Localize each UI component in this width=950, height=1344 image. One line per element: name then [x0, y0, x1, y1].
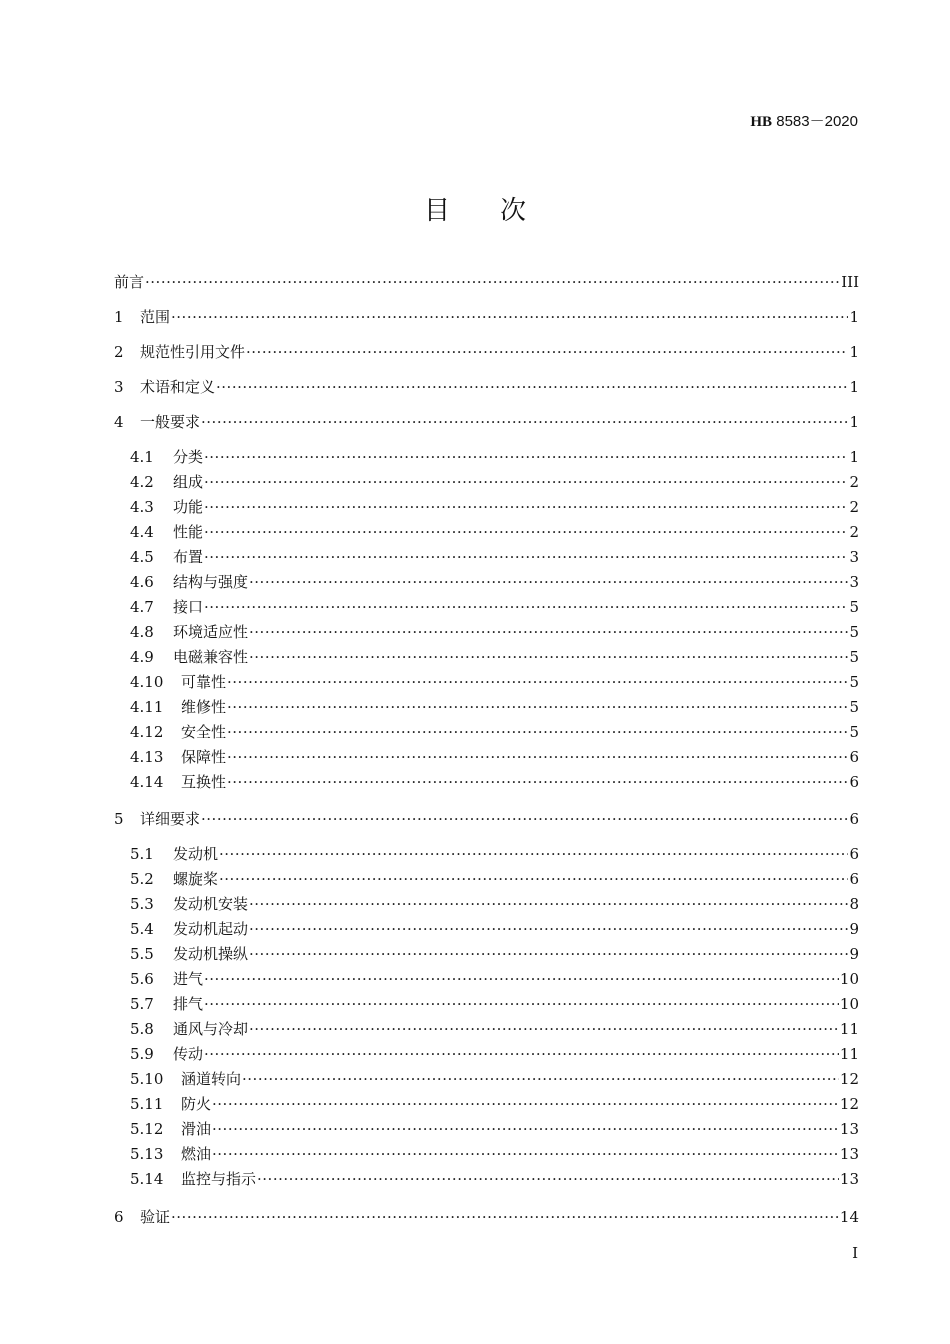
- dot-leader: [204, 1042, 839, 1067]
- toc-entry-number: 5.4: [130, 920, 154, 938]
- toc-entry-number: 4.11: [130, 698, 164, 716]
- toc-entry-page: 5: [849, 698, 859, 716]
- toc-entry-page: 3: [849, 548, 859, 566]
- document-header: [750, 110, 858, 131]
- toc-entry-page: 1: [849, 448, 859, 466]
- toc-entry-number: 5.3: [130, 895, 154, 913]
- toc-entry-label: 发动机: [173, 845, 219, 863]
- toc-entry-page: 3: [849, 573, 859, 591]
- toc-entry-page: 1: [849, 308, 859, 326]
- toc-entry-number: 5.7: [130, 995, 154, 1013]
- toc-entry-label: 分类: [173, 448, 204, 466]
- toc-entry-label: 范围: [140, 308, 171, 326]
- toc-entry-number: 4.7: [130, 598, 154, 616]
- toc-entry-label: 传动: [173, 1045, 204, 1063]
- dot-leader: [204, 992, 839, 1017]
- toc-entry[interactable]: [114, 375, 859, 400]
- dot-leader: [212, 1142, 839, 1167]
- dot-leader: [227, 720, 848, 745]
- toc-entry[interactable]: [114, 1092, 859, 1117]
- toc-entry-label: 防火: [181, 1095, 212, 1113]
- dot-leader: [249, 917, 848, 942]
- page-number: I: [852, 1244, 858, 1262]
- toc-entry-number: 4.2: [130, 473, 154, 491]
- toc-entry-page: 12: [839, 1095, 859, 1113]
- dot-leader: [242, 1067, 839, 1092]
- toc-entry-page: III: [841, 273, 859, 291]
- dot-leader: [212, 1117, 839, 1142]
- toc-entry[interactable]: [114, 1167, 859, 1192]
- toc-entry-label: 安全性: [181, 723, 227, 741]
- toc-entry-number: 1: [114, 308, 124, 326]
- toc-entry-number: 5.10: [130, 1070, 164, 1088]
- dot-leader: [249, 942, 848, 967]
- toc-entry-label: 进气: [173, 970, 204, 988]
- toc-entry-page: 8: [849, 895, 859, 913]
- toc-entry-label: 布置: [173, 548, 204, 566]
- toc-entry[interactable]: [114, 620, 859, 645]
- toc-entry-number: 4.6: [130, 573, 154, 591]
- dot-leader: [219, 842, 848, 867]
- toc-entry-number: 4: [114, 413, 124, 431]
- toc-entry[interactable]: [114, 545, 859, 570]
- dot-leader: [257, 1167, 839, 1192]
- toc-entry-page: 5: [849, 723, 859, 741]
- toc-entry-page: 5: [849, 648, 859, 666]
- dot-leader: [204, 545, 848, 570]
- toc-entry-page: 5: [849, 673, 859, 691]
- toc-entry-label: 维修性: [181, 698, 227, 716]
- toc-entry-page: 1: [849, 413, 859, 431]
- toc-entry-number: 4.3: [130, 498, 154, 516]
- dot-leader: [249, 645, 848, 670]
- toc-entry-page: 2: [849, 473, 859, 491]
- dot-leader: [204, 445, 848, 470]
- toc-entry-number: 5: [114, 810, 124, 828]
- toc-entry[interactable]: [114, 340, 859, 365]
- toc-entry[interactable]: [114, 1117, 859, 1142]
- toc-entry-page: 1: [849, 343, 859, 361]
- toc-entry-label: 保障性: [181, 748, 227, 766]
- toc-entry-page: 13: [839, 1120, 859, 1138]
- dot-leader: [171, 305, 848, 330]
- toc-entry-label: 互换性: [181, 773, 227, 791]
- dot-leader: [201, 410, 848, 435]
- dot-leader: [227, 670, 848, 695]
- toc-entry-label: 发动机起动: [173, 920, 249, 938]
- toc-entry-label: 监控与指示: [181, 1170, 257, 1188]
- dot-leader: [227, 695, 848, 720]
- dot-leader: [204, 470, 848, 495]
- toc-entry-page: 2: [849, 498, 859, 516]
- toc-entry-page: 1: [849, 378, 859, 396]
- toc-entry[interactable]: [114, 445, 859, 470]
- toc-entry[interactable]: [114, 807, 859, 832]
- toc-entry[interactable]: [114, 1042, 859, 1067]
- toc-entry[interactable]: [114, 892, 859, 917]
- toc-entry-label: 详细要求: [140, 810, 201, 828]
- toc-entry-page: 14: [839, 1208, 859, 1226]
- dot-leader: [201, 807, 848, 832]
- toc-entry-label: 发动机安装: [173, 895, 249, 913]
- toc-entry-number: 4.9: [130, 648, 154, 666]
- toc-entry-label: 环境适应性: [173, 623, 249, 641]
- toc-entry-number: 6: [114, 1208, 124, 1226]
- toc-entry-page: 6: [849, 845, 859, 863]
- toc-entry-page: 2: [849, 523, 859, 541]
- toc-entry-page: 11: [839, 1020, 859, 1038]
- toc-entry-label: 涵道转向: [181, 1070, 242, 1088]
- toc-entry-label: 结构与强度: [173, 573, 249, 591]
- toc-entry-page: 9: [849, 945, 859, 963]
- toc-entry-label: 术语和定义: [140, 378, 216, 396]
- toc-entry-label: 可靠性: [181, 673, 227, 691]
- dot-leader: [249, 570, 848, 595]
- toc-entry-page: 6: [849, 748, 859, 766]
- toc-entry-number: 5.1: [130, 845, 154, 863]
- toc-entry[interactable]: [114, 917, 859, 942]
- toc-entry[interactable]: [114, 570, 859, 595]
- toc-entry[interactable]: [114, 1142, 859, 1167]
- dot-leader: [227, 770, 848, 795]
- toc-entry[interactable]: [114, 1205, 859, 1230]
- toc-entry[interactable]: [114, 967, 859, 992]
- toc-entry-number: 4.1: [130, 448, 154, 466]
- toc-entry-number: 4.8: [130, 623, 154, 641]
- toc-entry[interactable]: [114, 305, 859, 330]
- toc-entry-label: 排气: [173, 995, 204, 1013]
- toc-entry-label: 发动机操纵: [173, 945, 249, 963]
- toc-entry[interactable]: [114, 410, 859, 435]
- toc-entry-label: 接口: [173, 598, 204, 616]
- toc-entry-label: 功能: [173, 498, 204, 516]
- toc-entry-number: 5.5: [130, 945, 154, 963]
- toc-entry[interactable]: [114, 270, 859, 295]
- toc-entry[interactable]: [114, 745, 859, 770]
- dot-leader: [204, 495, 848, 520]
- page-title: 目次: [423, 196, 576, 226]
- toc-entry[interactable]: [114, 1017, 859, 1042]
- toc-entry-label: 电磁兼容性: [173, 648, 249, 666]
- toc-entry-number: 5.8: [130, 1020, 154, 1038]
- toc-entry-page: 5: [849, 623, 859, 641]
- dot-leader: [249, 892, 848, 917]
- toc-entry[interactable]: [114, 695, 859, 720]
- dot-leader: [204, 520, 848, 545]
- standard-number: 8583－2020: [776, 113, 858, 130]
- toc-entry-label: 前言: [114, 273, 145, 291]
- toc-entry[interactable]: [114, 992, 859, 1017]
- toc-entry-number: 5.14: [130, 1170, 164, 1188]
- dot-leader: [249, 620, 848, 645]
- dot-leader: [246, 340, 848, 365]
- toc-entry-label: 通风与冷却: [173, 1020, 249, 1038]
- toc-entry-label: 一般要求: [140, 413, 201, 431]
- toc-entry[interactable]: [114, 1067, 859, 1092]
- toc-entry[interactable]: [114, 520, 859, 545]
- toc-entry-label: 燃油: [181, 1145, 212, 1163]
- toc-entry[interactable]: [114, 842, 859, 867]
- toc-entry[interactable]: [114, 645, 859, 670]
- dot-leader: [227, 745, 848, 770]
- toc-entry[interactable]: [114, 867, 859, 892]
- toc-entry[interactable]: [114, 942, 859, 967]
- toc-entry-page: 13: [839, 1170, 859, 1188]
- toc-entry[interactable]: [114, 670, 859, 695]
- toc-entry-page: 6: [849, 773, 859, 791]
- toc-entry-number: 5.13: [130, 1145, 164, 1163]
- toc-entry[interactable]: [114, 770, 859, 795]
- standard-code: HB: [750, 114, 773, 130]
- toc-entry[interactable]: [114, 495, 859, 520]
- toc-entry[interactable]: [114, 595, 859, 620]
- dot-leader: [219, 867, 848, 892]
- toc-entry-page: 9: [849, 920, 859, 938]
- toc-entry-label: 验证: [140, 1208, 171, 1226]
- toc-entry[interactable]: [114, 470, 859, 495]
- toc-entry-number: 4.13: [130, 748, 164, 766]
- toc-entry-number: 4.5: [130, 548, 154, 566]
- toc-entry-page: 6: [849, 870, 859, 888]
- toc-entry-number: 4.10: [130, 673, 164, 691]
- toc-entry-number: 4.12: [130, 723, 164, 741]
- toc-entry-page: 10: [839, 970, 859, 988]
- toc-entry-page: 10: [839, 995, 859, 1013]
- toc-entry-number: 5.6: [130, 970, 154, 988]
- dot-leader: [171, 1205, 839, 1230]
- toc-entry-label: 螺旋桨: [173, 870, 219, 888]
- toc-entry-label: 规范性引用文件: [140, 343, 246, 361]
- dot-leader: [145, 270, 840, 295]
- toc-entry-page: 11: [839, 1045, 859, 1063]
- dot-leader: [212, 1092, 839, 1117]
- toc-entry-label: 性能: [173, 523, 204, 541]
- toc-entry-number: 4.4: [130, 523, 154, 541]
- toc-entry-number: 5.12: [130, 1120, 164, 1138]
- dot-leader: [249, 1017, 839, 1042]
- toc-entry-number: 4.14: [130, 773, 164, 791]
- toc-entry-number: 5.2: [130, 870, 154, 888]
- toc-entry-number: 2: [114, 343, 124, 361]
- toc-entry-number: 5.11: [130, 1095, 164, 1113]
- toc-entry-page: 13: [839, 1145, 859, 1163]
- dot-leader: [204, 967, 839, 992]
- toc-entry-page: 12: [839, 1070, 859, 1088]
- dot-leader: [216, 375, 848, 400]
- toc-entry-page: 6: [849, 810, 859, 828]
- toc-entry-page: 5: [849, 598, 859, 616]
- toc-entry-label: 组成: [173, 473, 204, 491]
- toc-entry-label: 滑油: [181, 1120, 212, 1138]
- toc-entry-number: 5.9: [130, 1045, 154, 1063]
- dot-leader: [204, 595, 848, 620]
- toc-entry-number: 3: [114, 378, 124, 396]
- toc-entry[interactable]: [114, 720, 859, 745]
